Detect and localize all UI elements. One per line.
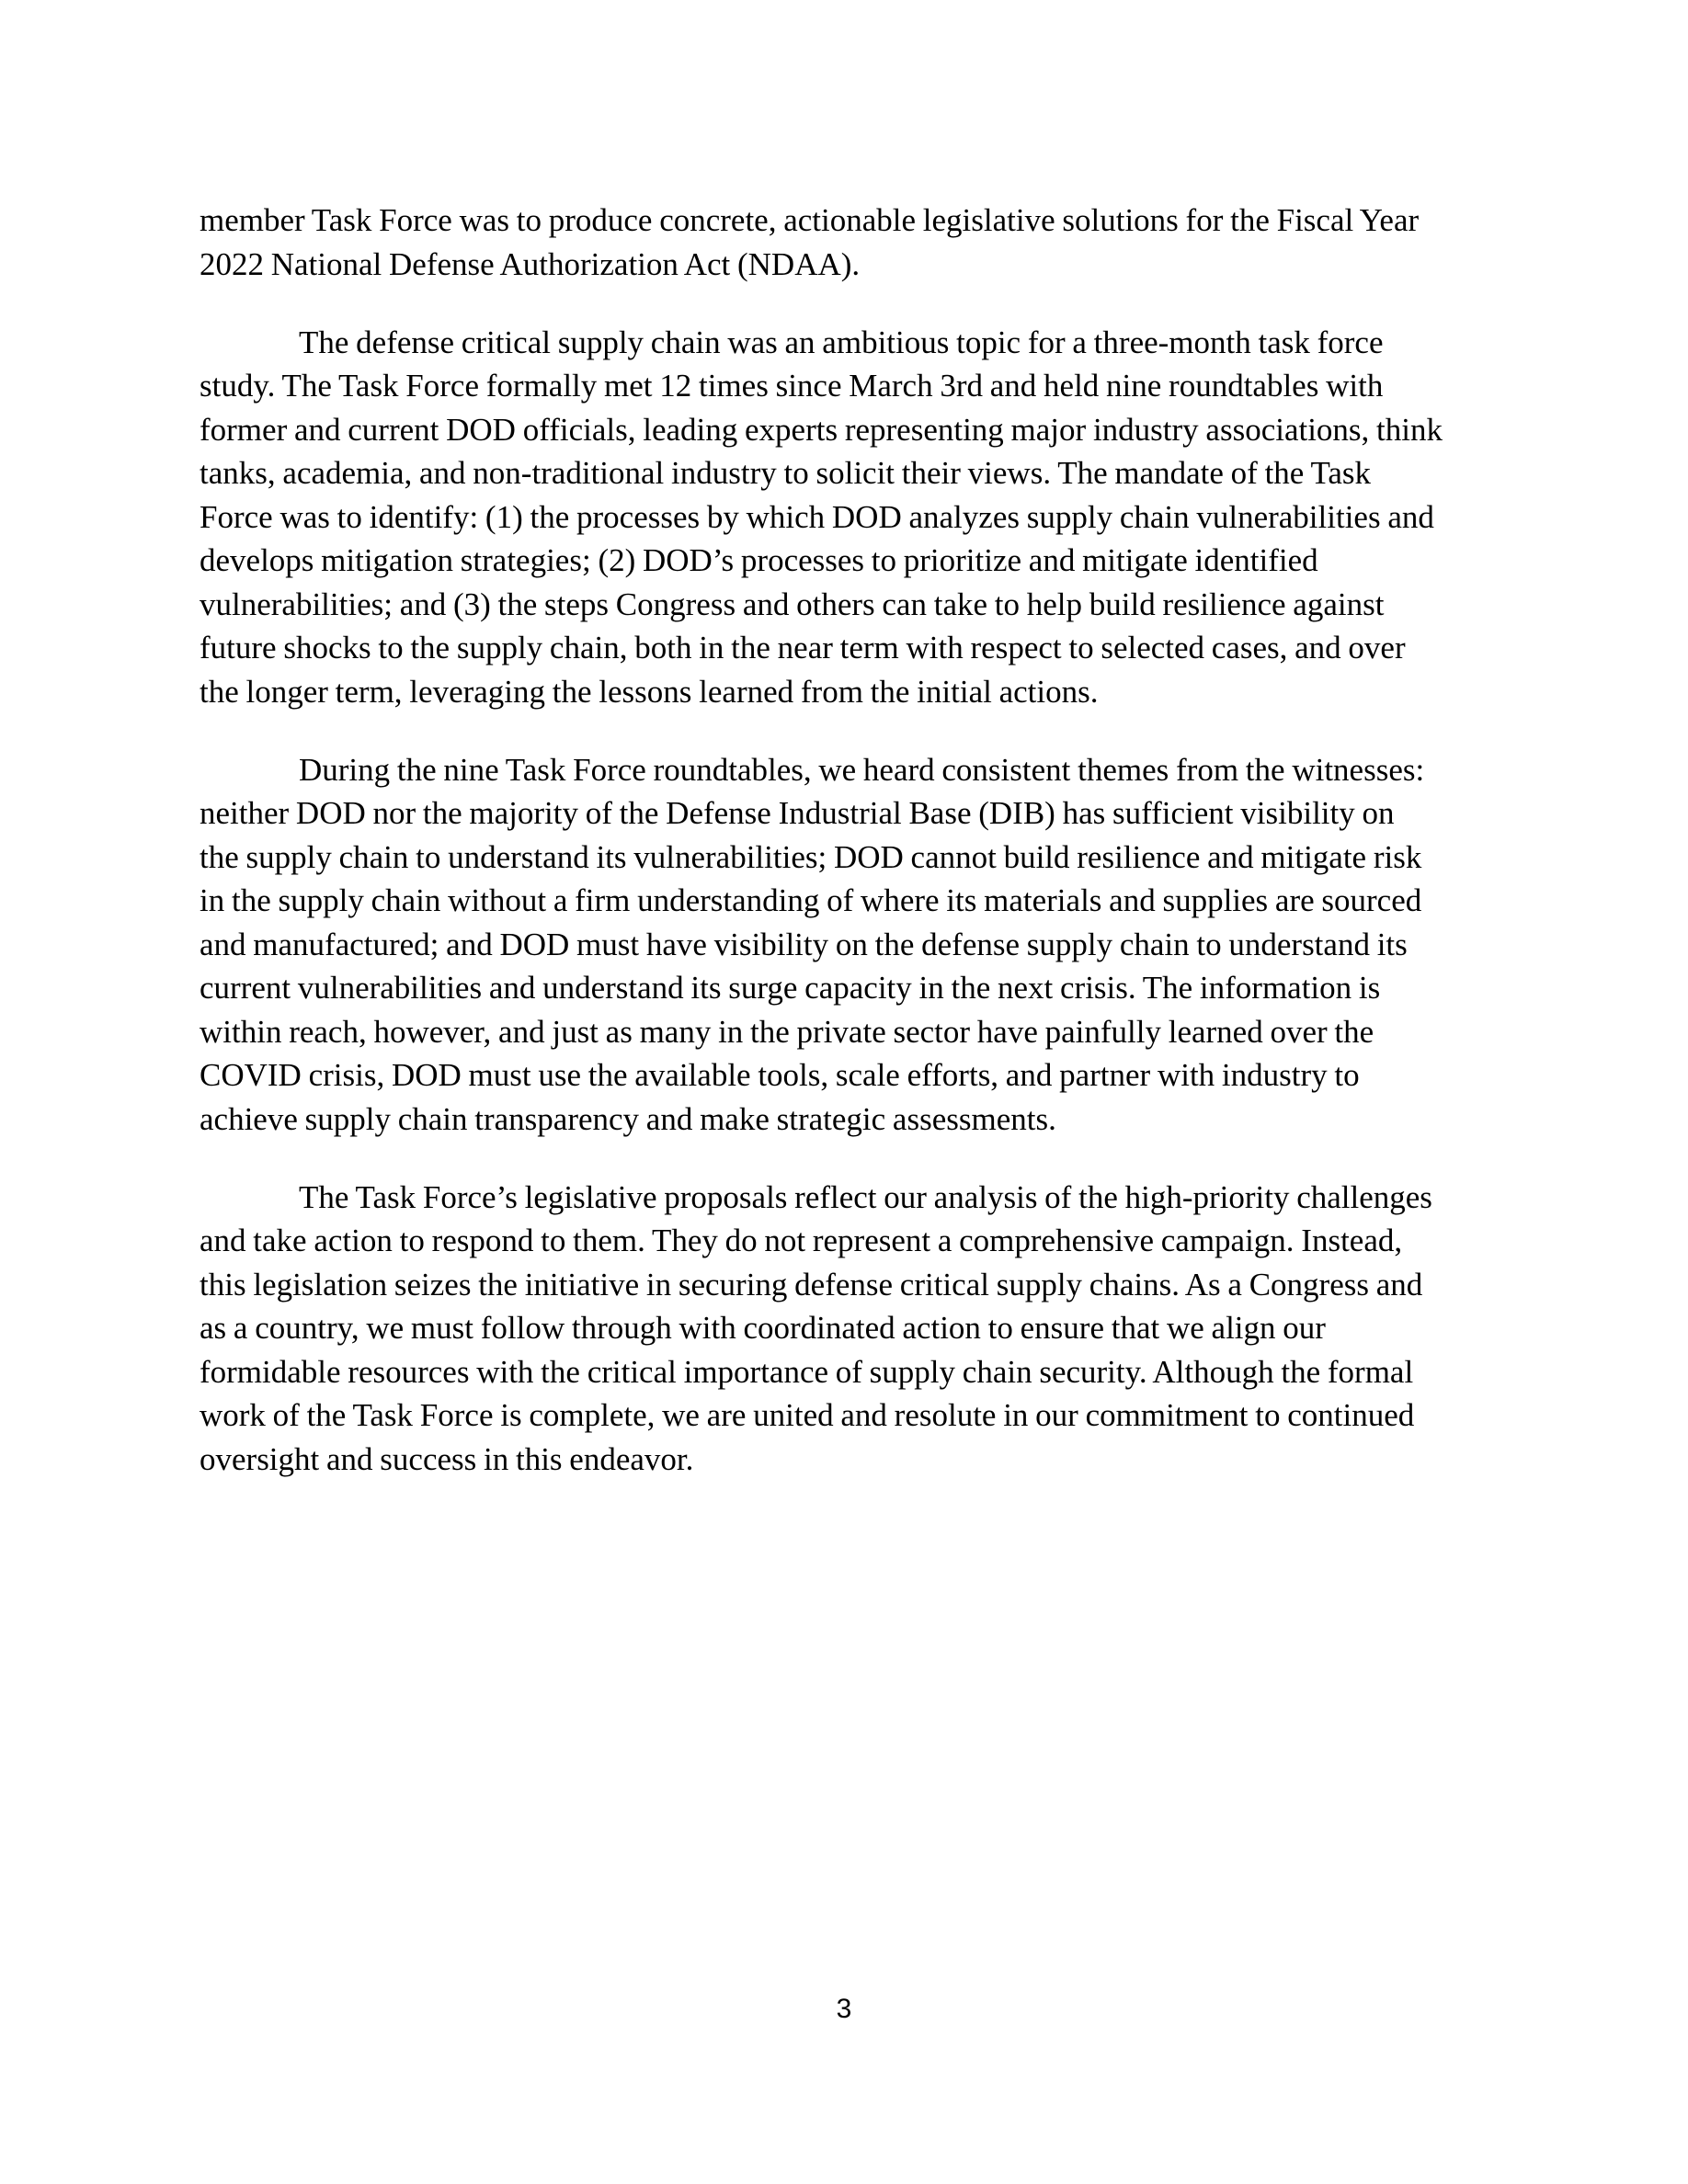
paragraph xyxy=(200,748,1487,1142)
text-line: The Task Force’s legislative proposals reflect our analysis of the high-priority challenges xyxy=(299,1178,1432,1215)
text-line: formidable resources with the critical importance of supply chain security. Although the formal xyxy=(200,1353,1414,1390)
text-line: in the supply chain without a firm understanding of where its materials and supplies are sourced xyxy=(200,882,1422,918)
text-line: the supply chain to understand its vulnerabilities; DOD cannot build resilience and mitigate risk xyxy=(200,838,1422,875)
text-line: vulnerabilities; and (3) the steps Congress and others can take to help build resilience against xyxy=(200,586,1385,622)
text-line: neither DOD nor the majority of the Defense Industrial Base (DIB) has sufficient visibility on xyxy=(200,795,1395,831)
text-line: as a country, we must follow through with coordinated action to ensure that we align our xyxy=(200,1310,1326,1346)
text-line: the longer term, leveraging the lessons learned from the initial actions. xyxy=(200,673,1099,710)
paragraph xyxy=(200,1176,1487,1482)
text-line: work of the Task Force is complete, we are united and resolute in our commitment to continued xyxy=(200,1397,1415,1433)
paragraph xyxy=(200,199,1487,286)
text-line: achieve supply chain transparency and make strategic assessments. xyxy=(200,1100,1056,1137)
text-line: oversight and success in this endeavor. xyxy=(200,1440,694,1477)
body-text xyxy=(200,199,1487,1481)
text-line: Force was to identify: (1) the processes by which DOD analyzes supply chain vulnerabilities and xyxy=(200,498,1434,535)
text-line: current vulnerabilities and understand its surge capacity in the next crisis. The information is xyxy=(200,970,1381,1006)
text-line: study. The Task Force formally met 12 times since March 3rd and held nine roundtables with xyxy=(200,368,1384,404)
text-line: COVID crisis, DOD must use the available tools, scale efforts, and partner with industry to xyxy=(200,1057,1360,1093)
text-line: and take action to respond to them. They do not represent a comprehensive campaign. Instead, xyxy=(200,1223,1403,1258)
text-line: this legislation seizes the initiative in securing defense critical supply chains. As a Congress and xyxy=(200,1266,1423,1302)
text-line: 2022 National Defense Authorization Act (NDAA). xyxy=(200,245,861,282)
text-line: former and current DOD officials, leading experts representing major industry associations, think xyxy=(200,411,1443,448)
text-line: and manufactured; and DOD must have visibility on the defense supply chain to understand its xyxy=(200,926,1408,962)
text-line: tanks, academia, and non-traditional industry to solicit their views. The mandate of the Task xyxy=(200,455,1372,491)
text-line: future shocks to the supply chain, both in the near term with respect to selected cases, and over xyxy=(200,630,1406,665)
text-line: within reach, however, and just as many in the private sector have painfully learned over the xyxy=(200,1013,1374,1050)
text-line: During the nine Task Force roundtables, we heard consistent themes from the witnesses: xyxy=(299,751,1425,788)
text-line: member Task Force was to produce concrete, actionable legislative solutions for the Fiscal Year xyxy=(200,202,1420,238)
page-number: 3 xyxy=(836,1994,852,2024)
text-line: develops mitigation strategies; (2) DOD’s processes to prioritize and mitigate identified xyxy=(200,542,1318,578)
paragraph xyxy=(200,321,1487,714)
text-line: The defense critical supply chain was an ambitious topic for a three-month task force xyxy=(299,324,1384,360)
